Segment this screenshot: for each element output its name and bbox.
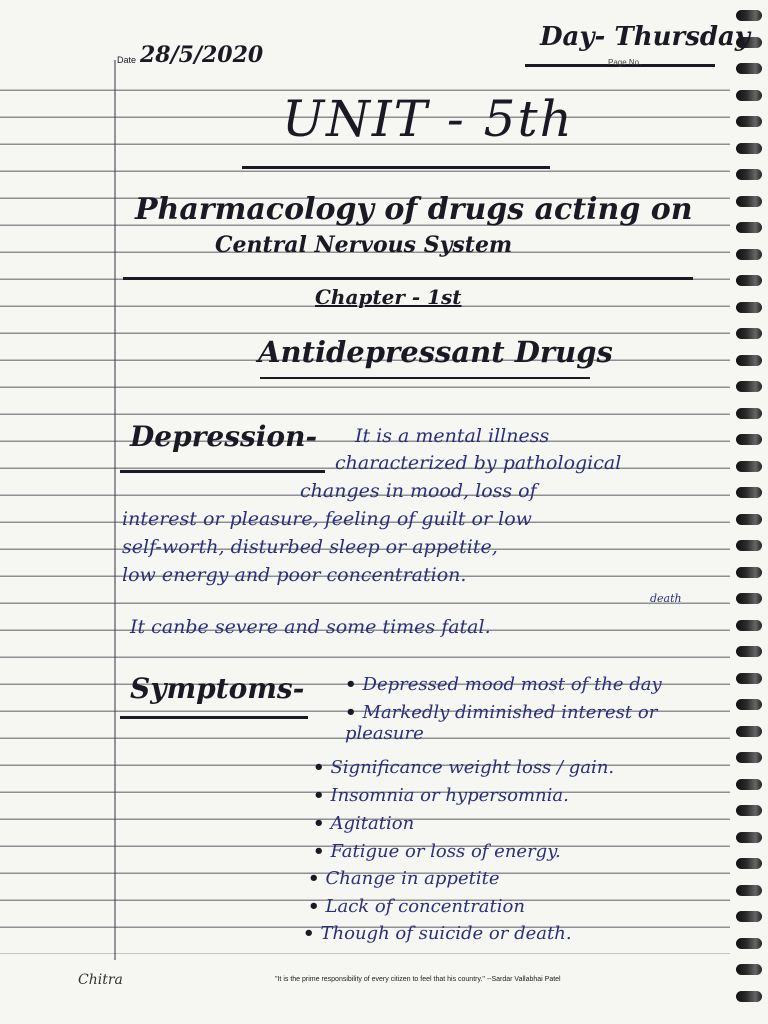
- spiral-ring: [736, 116, 762, 127]
- depression-underline: [120, 470, 325, 473]
- chapter-title-underline: [260, 377, 590, 379]
- spiral-ring: [736, 408, 762, 419]
- spiral-ring: [736, 381, 762, 392]
- spiral-ring: [736, 514, 762, 525]
- spiral-ring: [736, 885, 762, 896]
- unit-title: UNIT - 5th: [282, 90, 574, 148]
- symptoms-heading: Symptoms-: [130, 672, 305, 705]
- topic-line-1: Pharmacology of drugs acting on: [135, 192, 693, 227]
- symptom-item: • Significance weight loss / gain.: [313, 757, 615, 778]
- spiral-ring: [736, 487, 762, 498]
- footer-quote: "It is the prime responsibility of every citizen to feel that his country." --Sardar Vallabhai Patel: [275, 976, 561, 983]
- symptom-item: • Agitation: [313, 813, 415, 834]
- symptom-item: • Lack of concentration: [308, 896, 525, 917]
- page-no-label: Page No.: [608, 58, 642, 67]
- spiral-ring: [736, 938, 762, 949]
- depression-line: It is a mental illness: [355, 425, 550, 447]
- spiral-ring: [736, 461, 762, 472]
- spiral-ring: [736, 196, 762, 207]
- symptom-item: • Markedly diminished interest or pleasure: [345, 702, 658, 744]
- spiral-ring: [736, 169, 762, 180]
- spiral-ring: [736, 567, 762, 578]
- depression-heading: Depression-: [130, 420, 318, 453]
- spiral-ring: [736, 858, 762, 869]
- spiral-binding: [730, 0, 768, 1024]
- depression-line: characterized by pathological: [335, 452, 622, 474]
- spiral-ring: [736, 726, 762, 737]
- topic-line-2: Central Nervous System: [215, 232, 513, 258]
- spiral-ring: [736, 540, 762, 551]
- spiral-ring: [736, 699, 762, 710]
- symptom-item: • Though of suicide or death.: [303, 923, 572, 944]
- date-value: 28/5/2020: [140, 42, 264, 68]
- margin-line: [114, 60, 116, 960]
- topic-underline: [123, 277, 693, 280]
- unit-underline: [242, 166, 550, 169]
- spiral-ring: [736, 991, 762, 1002]
- spiral-ring: [736, 249, 762, 260]
- symptom-item: • Insomnia or hypersomnia.: [313, 785, 569, 806]
- spiral-ring: [736, 964, 762, 975]
- spiral-ring: [736, 434, 762, 445]
- depression-line: interest or pleasure, feeling of guilt or low: [122, 508, 532, 530]
- chapter-title: Antidepressant Drugs: [258, 335, 613, 369]
- death-annotation: death: [650, 592, 682, 605]
- symptom-item: • Depressed mood most of the day: [345, 674, 662, 695]
- spiral-ring: [736, 355, 762, 366]
- chapter-label: Chapter - 1st: [315, 285, 462, 309]
- spiral-ring: [736, 673, 762, 684]
- spiral-ring: [736, 63, 762, 74]
- spiral-ring: [736, 593, 762, 604]
- symptoms-underline: [120, 716, 308, 719]
- spiral-ring: [736, 620, 762, 631]
- depression-line: changes in mood, loss of: [300, 480, 537, 502]
- spiral-ring: [736, 275, 762, 286]
- depression-line: low energy and poor concentration.: [122, 564, 467, 586]
- spiral-ring: [736, 752, 762, 763]
- spiral-ring: [736, 143, 762, 154]
- spiral-ring: [736, 10, 762, 21]
- depression-line: self-worth, disturbed sleep or appetite,: [122, 536, 498, 558]
- spiral-ring: [736, 646, 762, 657]
- date-label: Date: [117, 55, 137, 65]
- spiral-ring: [736, 222, 762, 233]
- day-value: Day- Thursday: [540, 22, 750, 52]
- spiral-ring: [736, 832, 762, 843]
- spiral-ring: [736, 911, 762, 922]
- spiral-ring: [736, 328, 762, 339]
- spiral-ring: [736, 779, 762, 790]
- depression-note: It canbe severe and some times fatal.: [130, 616, 491, 638]
- spiral-ring: [736, 805, 762, 816]
- symptom-item: • Change in appetite: [308, 868, 500, 889]
- symptom-item: • Fatigue or loss of energy.: [313, 841, 561, 862]
- spiral-ring: [736, 302, 762, 313]
- spiral-ring: [736, 90, 762, 101]
- signature: Chitra: [78, 972, 123, 988]
